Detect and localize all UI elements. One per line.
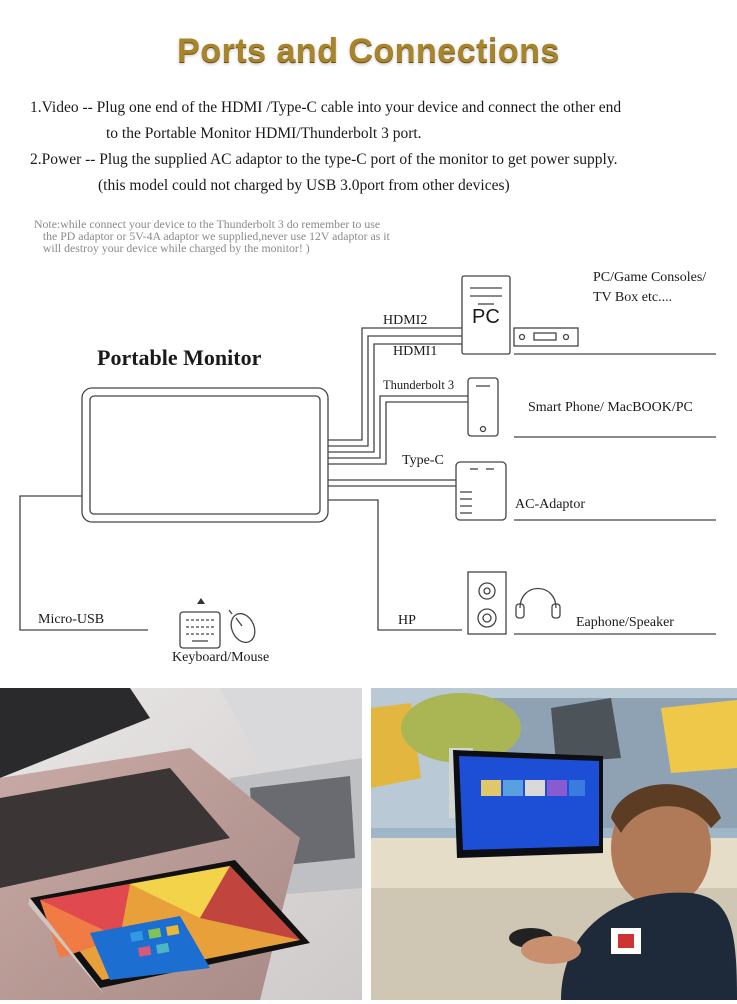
headphones-icon (520, 589, 556, 609)
power-instruction-line1: 2.Power -- Plug the supplied AC adaptor to the type-C port of the monitor to get power supply. (30, 151, 618, 168)
up-arrow-icon (197, 598, 205, 604)
hdmi1-cable (328, 344, 462, 452)
keyboard-icon (180, 612, 220, 648)
speaker-icon (468, 572, 506, 634)
thunderbolt-cable (328, 396, 468, 458)
device-label-speaker: Eaphone/Speaker (576, 615, 674, 630)
port-label-hp: HP (398, 613, 416, 628)
ac-adaptor-icon (456, 462, 506, 520)
monitor-screen (90, 396, 320, 514)
port-label-hdmi2: HDMI2 (383, 313, 428, 328)
device-label-keyboard-mouse: Keyboard/Mouse (172, 650, 270, 665)
pc-box-label: PC (472, 306, 500, 328)
hp-cable (328, 500, 462, 630)
monitor-label: Portable Monitor (97, 345, 262, 370)
port-label-hdmi1: HDMI1 (393, 344, 438, 359)
device-label-adapter: AC-Adaptor (515, 497, 585, 512)
device-label-phone: Smart Phone/ MacBOOK/PC (528, 400, 693, 415)
device-label-pc-line2: TV Box etc.... (593, 290, 673, 305)
port-label-thunderbolt: Thunderbolt 3 (383, 378, 455, 392)
gaming-living-room-photo (371, 688, 737, 1000)
port-label-typec: Type-C (402, 453, 444, 468)
device-label-pc-line1: PC/Game Consoles/ (593, 270, 707, 285)
power-instruction-line2: (this model could not charged by USB 3.0port from other devices) (98, 177, 510, 194)
video-instruction-line2: to the Portable Monitor HDMI/Thunderbolt 3 port. (106, 125, 422, 142)
thunderbolt-cable-inner (328, 402, 468, 464)
video-instruction-line1: 1.Video -- Plug one end of the HDMI /Type-C cable into your device and connect the other end (30, 99, 622, 116)
phone-icon (468, 378, 498, 436)
port-label-micro-usb: Micro-USB (38, 612, 105, 627)
micro-usb-cable (20, 496, 148, 630)
monitor-outline (82, 388, 328, 522)
laptop-monitor-photo (0, 688, 362, 1000)
thunderbolt-warning-note: Note:while connect your device to the Thunderbolt 3 do remember to use the PD adaptor or 5V-4A adaptor we supplied,never use 12V adaptor as it will destroy your device while charged by the monitor! ) (34, 217, 390, 255)
page-title: Ports and Connections (177, 32, 560, 70)
mouse-icon (227, 610, 260, 646)
